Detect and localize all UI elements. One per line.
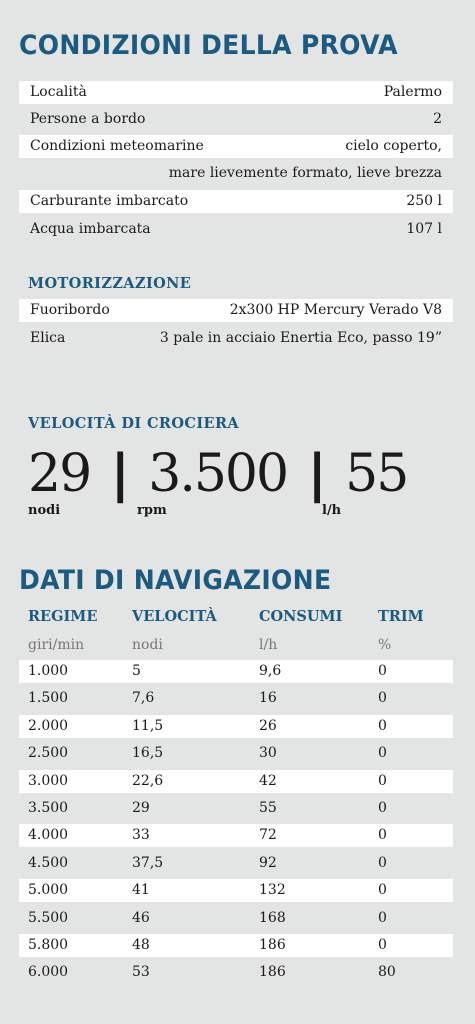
regime-cell: 5.000 (28, 882, 69, 899)
page-title: CONDIZIONI DELLA PROVA (19, 30, 398, 61)
consumi-cell: 186 (259, 937, 286, 953)
column-unit-consumi: l/h (259, 637, 278, 653)
column-header-velocita: VELOCITÀ (132, 608, 217, 625)
velocita-cell: 11,5 (132, 717, 164, 734)
regime-cell: 4.000 (28, 827, 69, 844)
consumi-cell: 72 (259, 827, 277, 844)
condition-value: Palermo (383, 84, 442, 100)
table-row (19, 934, 453, 957)
conditions-row (19, 162, 453, 185)
velocita-cell: 29 (132, 800, 150, 816)
regime-cell: 6.000 (28, 964, 69, 981)
regime-cell: 5.500 (28, 909, 69, 926)
velocita-cell: 53 (132, 964, 150, 981)
column-header-regime: REGIME (28, 608, 98, 625)
motor-section-title: MOTORIZZAZIONE (28, 275, 192, 292)
velocita-cell: 37,5 (132, 854, 164, 871)
column-header-trim: TRIM (378, 608, 424, 625)
cruise-knots-unit: nodi (28, 503, 61, 518)
separator: | (307, 444, 325, 504)
condition-label: Persone a bordo (30, 111, 146, 127)
velocita-cell: 33 (132, 827, 150, 844)
motor-row (19, 299, 453, 322)
regime-cell: 5.800 (28, 937, 69, 953)
condition-value: 107 l (406, 221, 442, 237)
table-row (19, 907, 453, 930)
condition-value: mare lievemente formato, lieve brezza (168, 165, 442, 181)
navigation-title: DATI DI NAVIGAZIONE (19, 565, 332, 596)
regime-cell: 2.000 (28, 717, 69, 734)
velocita-cell: 48 (132, 937, 150, 953)
motor-row (19, 327, 453, 350)
table-row (19, 797, 453, 820)
table-row (19, 961, 453, 984)
velocita-cell: 5 (132, 663, 141, 679)
cruise-lh-unit: l/h (322, 503, 342, 518)
velocita-cell: 22,6 (132, 772, 164, 789)
table-row (19, 660, 453, 683)
motor-label: Fuoribordo (30, 302, 110, 318)
cruise-section-title: VELOCITÀ DI CROCIERA (28, 415, 240, 432)
column-unit-velocita: nodi (132, 637, 163, 653)
trim-cell: 0 (378, 690, 387, 707)
trim-cell: 0 (378, 745, 387, 762)
table-row (19, 824, 453, 847)
consumi-cell: 132 (259, 882, 286, 899)
column-header-consumi: CONSUMI (259, 608, 343, 625)
column-unit-trim: % (378, 637, 392, 653)
table-row (19, 715, 453, 738)
velocita-cell: 7,6 (132, 690, 155, 707)
consumi-cell: 16 (259, 690, 277, 707)
conditions-row (19, 135, 453, 158)
regime-cell: 1.000 (28, 663, 69, 679)
table-row (19, 852, 453, 875)
trim-cell: 0 (378, 827, 387, 844)
motor-label: Elica (30, 330, 66, 346)
trim-cell: 0 (378, 937, 387, 953)
consumi-cell: 26 (259, 717, 277, 734)
condition-label: Carburante imbarcato (30, 193, 189, 209)
conditions-row (19, 218, 453, 241)
velocita-cell: 16,5 (132, 745, 164, 762)
trim-cell: 0 (378, 800, 387, 816)
cruise-rpm-unit: rpm (137, 503, 167, 518)
velocita-cell: 41 (132, 882, 150, 899)
trim-cell: 80 (378, 964, 396, 981)
table-row (19, 770, 453, 793)
trim-cell: 0 (378, 663, 387, 679)
consumi-cell: 30 (259, 745, 277, 762)
consumi-cell: 9,6 (259, 663, 282, 679)
condition-value: 250 l (406, 193, 442, 209)
separator: | (110, 444, 128, 504)
condition-value: cielo coperto, (345, 138, 442, 154)
trim-cell: 0 (378, 772, 387, 789)
motor-value: 2x300 HP Mercury Verado V8 (229, 302, 442, 318)
consumi-cell: 186 (259, 964, 286, 981)
cruise-figures (28, 444, 408, 504)
table-row (19, 742, 453, 765)
condition-label: Località (30, 84, 87, 100)
consumi-cell: 55 (259, 800, 277, 816)
condition-value: 2 (433, 111, 442, 127)
cruise-knots-value: 29 (28, 444, 91, 504)
condition-label: Condizioni meteomarine (30, 138, 204, 154)
motor-value: 3 pale in acciaio Enertia Eco, passo 19” (159, 330, 442, 346)
column-unit-regime: giri/min (28, 637, 85, 653)
conditions-row (19, 81, 453, 104)
cruise-lh-value: 55 (345, 444, 408, 504)
conditions-row (19, 108, 453, 131)
consumi-cell: 92 (259, 854, 277, 871)
trim-cell: 0 (378, 717, 387, 734)
consumi-cell: 42 (259, 772, 277, 789)
condition-label: Acqua imbarcata (30, 221, 151, 237)
regime-cell: 1.500 (28, 690, 69, 707)
regime-cell: 3.500 (28, 800, 69, 816)
trim-cell: 0 (378, 882, 387, 899)
velocita-cell: 46 (132, 909, 150, 926)
regime-cell: 4.500 (28, 854, 69, 871)
trim-cell: 0 (378, 854, 387, 871)
regime-cell: 2.500 (28, 745, 69, 762)
regime-cell: 3.000 (28, 772, 69, 789)
table-row (19, 687, 453, 710)
trim-cell: 0 (378, 909, 387, 926)
cruise-rpm-value: 3.500 (148, 444, 288, 504)
consumi-cell: 168 (259, 909, 286, 926)
conditions-row (19, 190, 453, 213)
table-row (19, 879, 453, 902)
